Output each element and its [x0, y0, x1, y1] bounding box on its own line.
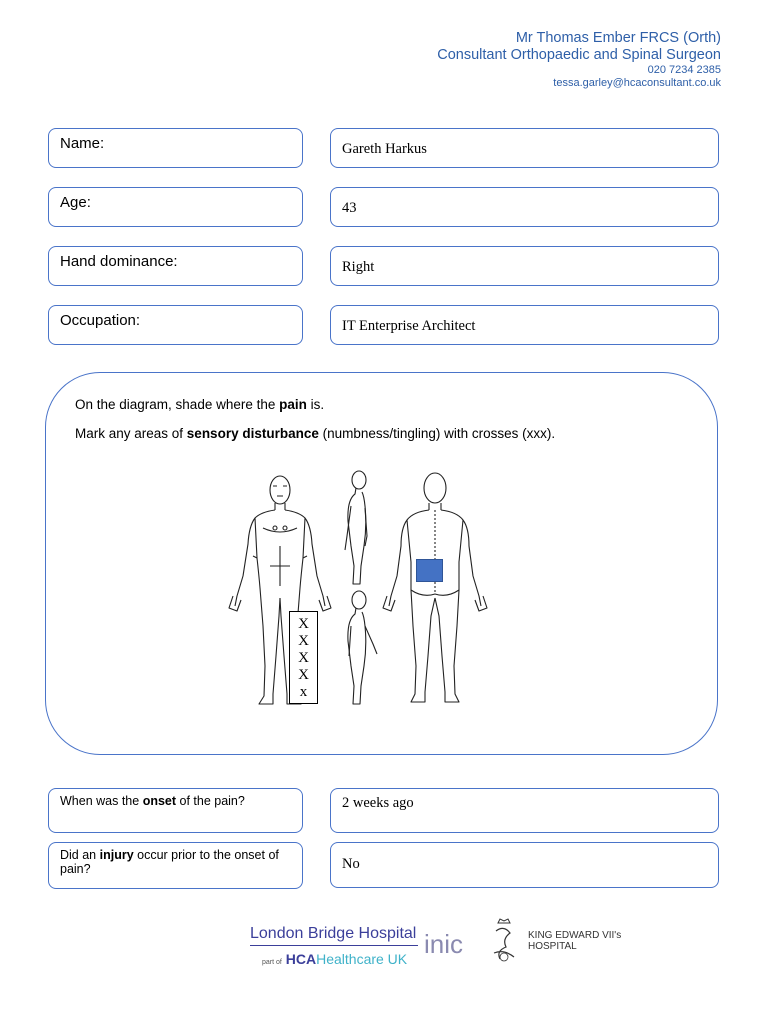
- name-field[interactable]: Gareth Harkus: [330, 128, 719, 168]
- age-label: Age:: [48, 187, 303, 227]
- cross-mark: X: [298, 633, 309, 649]
- king-edward-logo-text: KING EDWARD VII's HOSPITAL: [528, 930, 622, 952]
- hand-dominance-label: Hand dominance:: [48, 246, 303, 286]
- instruction-sensory: Mark any areas of sensory disturbance (numbness/tingling) with crosses (xxx).: [75, 426, 556, 441]
- doctor-name: Mr Thomas Ember FRCS (Orth): [515, 30, 721, 46]
- back-body-figure: [383, 473, 487, 702]
- hand-dominance-field[interactable]: Right: [330, 246, 719, 286]
- footer-logos: [248, 915, 648, 975]
- logo-divider: [250, 945, 418, 946]
- injury-question: Did an injury occur prior to the onset of pain?: [48, 842, 303, 889]
- cross-mark: x: [299, 684, 308, 700]
- body-diagram[interactable]: [215, 466, 497, 712]
- onset-field[interactable]: 2 weeks ago: [330, 788, 719, 833]
- doctor-phone: 020 7234 2385: [647, 64, 721, 76]
- doctor-title: Consultant Orthopaedic and Spinal Surgeon: [437, 47, 721, 63]
- sensory-disturbance-crosses: [289, 611, 318, 704]
- clinic-logo-text: inic: [424, 929, 464, 959]
- side-body-figure-lower: [348, 591, 377, 704]
- pain-shading-lower-back: [416, 559, 443, 582]
- occupation-label: Occupation:: [48, 305, 303, 345]
- king-edward-crest-icon: [486, 917, 522, 963]
- side-body-figure-upper: [345, 471, 367, 584]
- doctor-email: tessa.garley@hcaconsultant.co.uk: [553, 77, 721, 89]
- hca-logo: part of HCAHealthcare UK: [262, 951, 408, 967]
- cross-mark: X: [298, 650, 309, 666]
- occupation-field[interactable]: IT Enterprise Architect: [330, 305, 719, 345]
- name-label: Name:: [48, 128, 303, 168]
- doctor-header: [437, 30, 721, 90]
- cross-mark: X: [298, 667, 309, 683]
- london-bridge-hospital-logo: London Bridge Hospital: [250, 925, 417, 942]
- injury-field[interactable]: No: [330, 842, 719, 888]
- instruction-pain: On the diagram, shade where the pain is.: [75, 397, 325, 412]
- age-field[interactable]: 43: [330, 187, 719, 227]
- onset-question: When was the onset of the pain?: [48, 788, 303, 833]
- cross-mark: X: [298, 616, 309, 632]
